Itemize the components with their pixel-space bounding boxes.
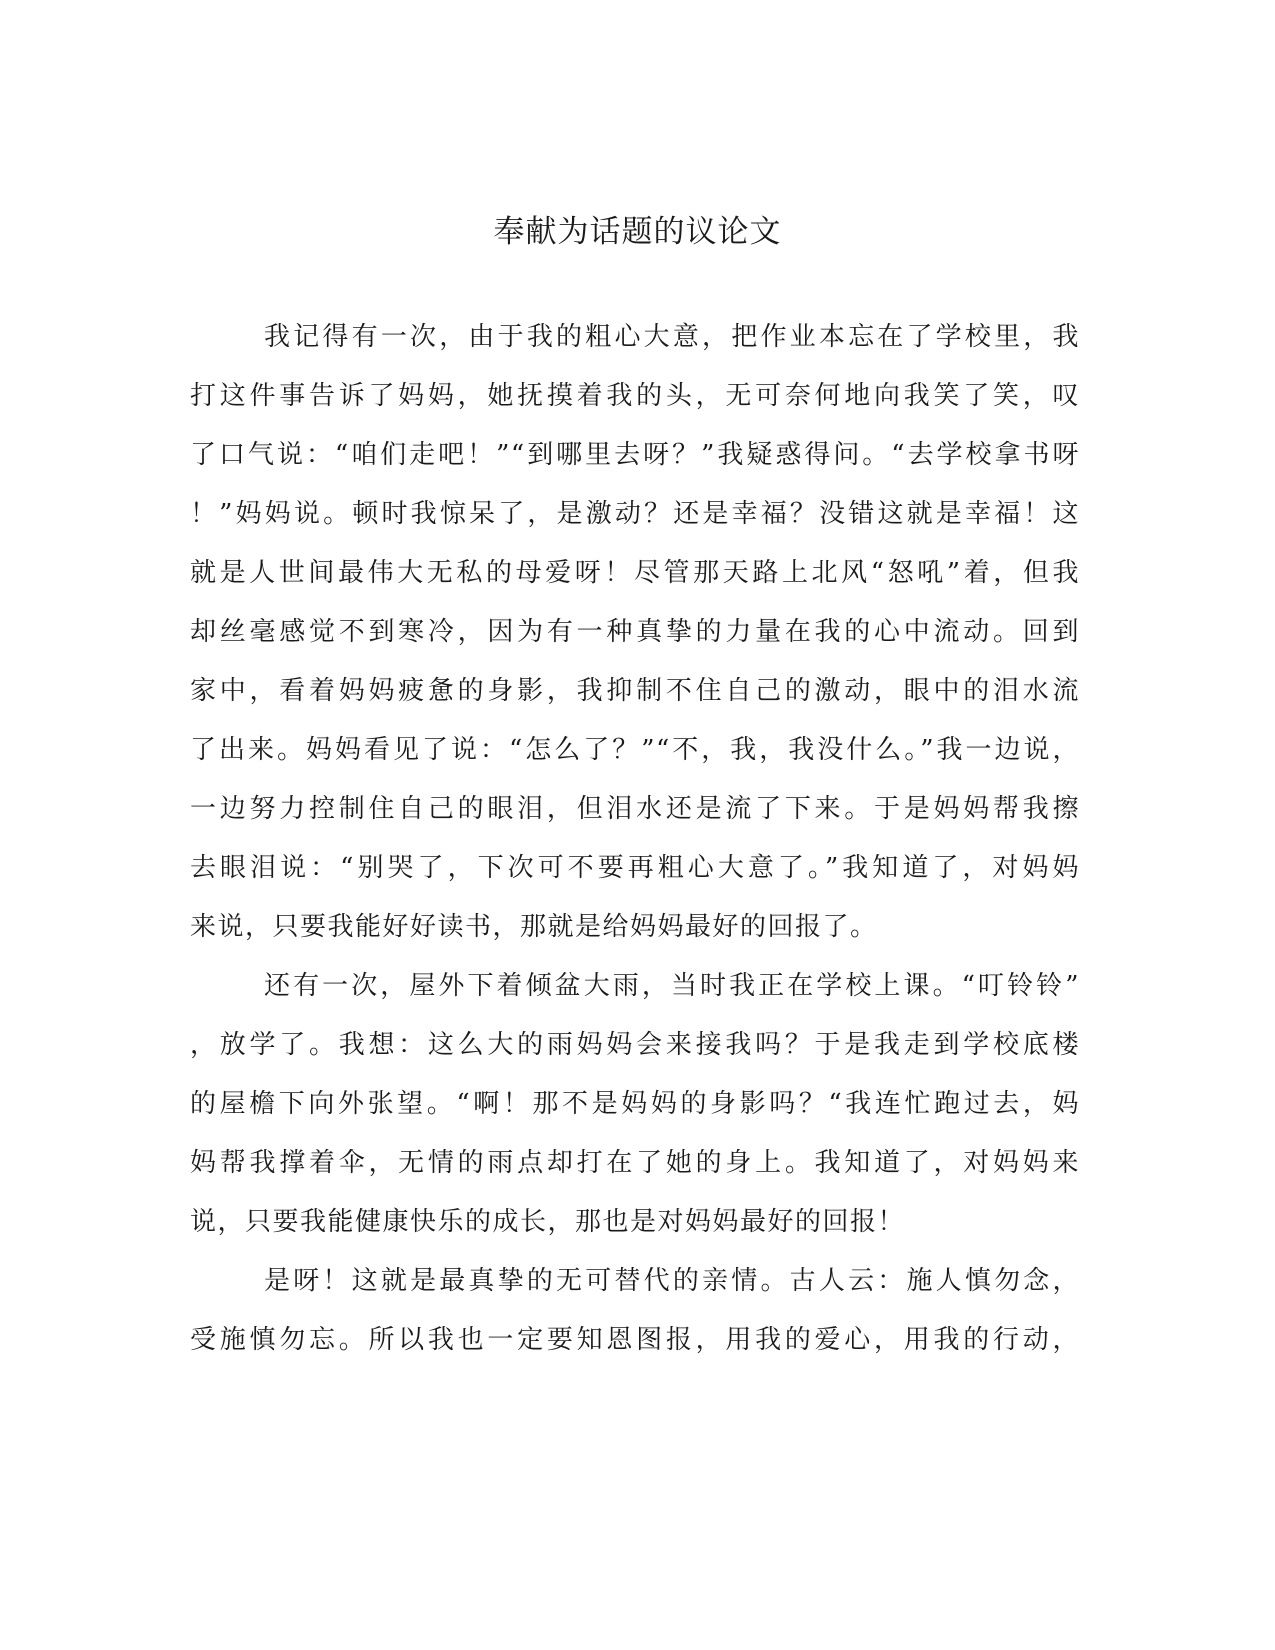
paragraph-1-line-3: 了口气说：“咱们走吧！”“到哪里去呀？”我疑惑得问。“去学校拿书呀 bbox=[190, 440, 1080, 470]
paragraph-1-line-4: ！”妈妈说。顿时我惊呆了，是激动？还是幸福？没错这就是幸福！这 bbox=[190, 499, 1080, 529]
paragraph-2-line-5: 说，只要我能健康快乐的成长，那也是对妈妈最好的回报！ bbox=[190, 1207, 906, 1237]
paragraph-2-line-2: ，放学了。我想：这么大的雨妈妈会来接我吗？于是我走到学校底楼 bbox=[190, 1030, 1080, 1060]
paragraph-1-line-10: 去眼泪说：“别哭了，下次可不要再粗心大意了。”我知道了，对妈妈 bbox=[190, 853, 1080, 883]
document-title: 奉献为话题的议论文 bbox=[493, 214, 782, 250]
paragraph-1-line-9: 一边努力控制住自己的眼泪，但泪水还是流了下来。于是妈妈帮我擦 bbox=[190, 794, 1080, 824]
paragraph-1-line-11: 来说，只要我能好好读书，那就是给妈妈最好的回报了。 bbox=[190, 912, 878, 942]
paragraph-1-line-6: 却丝毫感觉不到寒冷，因为有一种真挚的力量在我的心中流动。回到 bbox=[190, 617, 1080, 647]
paragraph-3-line-1: 是呀！这就是最真挚的无可替代的亲情。古人云：施人慎勿念， bbox=[264, 1266, 1080, 1296]
paragraph-1-line-1: 我记得有一次，由于我的粗心大意，把作业本忘在了学校里，我 bbox=[264, 322, 1080, 352]
paragraph-1-line-5: 就是人世间最伟大无私的母爱呀！尽管那天路上北风“怒吼”着，但我 bbox=[190, 558, 1080, 588]
paragraph-1-line-7: 家中，看着妈妈疲惫的身影，我抑制不住自己的激动，眼中的泪水流 bbox=[190, 676, 1080, 706]
paragraph-2-line-4: 妈帮我撑着伞，无情的雨点却打在了她的身上。我知道了，对妈妈来 bbox=[190, 1148, 1080, 1178]
paragraph-2-line-1: 还有一次，屋外下着倾盆大雨，当时我正在学校上课。“叮铃铃” bbox=[264, 971, 1080, 1001]
paragraph-3-line-2: 受施慎勿忘。所以我也一定要知恩图报，用我的爱心，用我的行动， bbox=[190, 1325, 1080, 1355]
paragraph-2-line-3: 的屋檐下向外张望。“啊！那不是妈妈的身影吗？“我连忙跑过去，妈 bbox=[190, 1089, 1080, 1119]
paragraph-1-line-2: 打这件事告诉了妈妈，她抚摸着我的头，无可奈何地向我笑了笑，叹 bbox=[190, 381, 1080, 411]
paragraph-1-line-8: 了出来。妈妈看见了说：“怎么了？”“不，我，我没什么。”我一边说， bbox=[190, 735, 1080, 765]
